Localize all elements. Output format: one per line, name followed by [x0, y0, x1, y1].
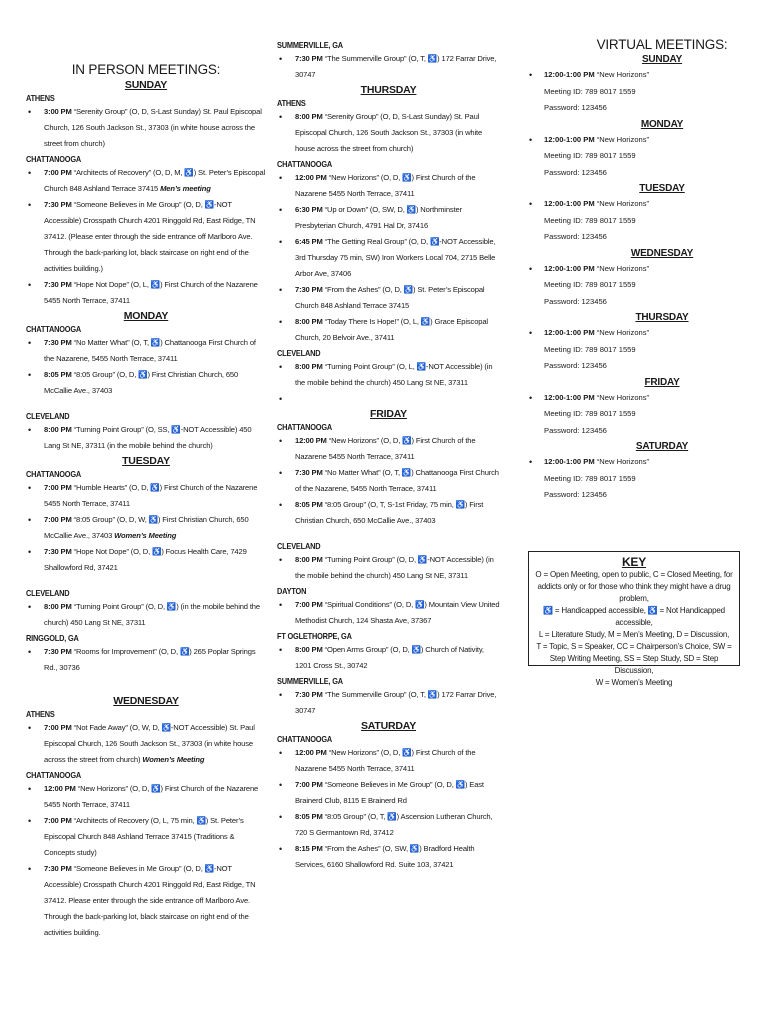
meeting-name: “New Horizons”: [594, 199, 650, 208]
meeting-time: 12:00-1:00 PM: [544, 70, 595, 79]
meeting-item: [277, 433, 500, 465]
meeting-time: 8:05 PM: [295, 500, 323, 509]
meeting-details: “Hope Not Dope” (O, L, ♿) First Church of the Nazarene 5455 North Terrace, 37411: [44, 280, 258, 305]
day-heading-thursday: THURSDAY: [360, 84, 417, 96]
meeting-password: Password: 123456: [544, 232, 607, 241]
meeting-details: “Turning Point Group” (O, D, ♿-NOT Accessible) (in the mobile behind the church) 450 Lang St NE, 37311: [295, 555, 494, 580]
key-line: L = Literature Study, M = Men’s Meeting, D = Discussion,: [538, 630, 730, 639]
meeting-time: 7:30 PM: [44, 547, 72, 556]
meeting-list: [277, 642, 500, 674]
meeting-time: 8:00 PM: [44, 602, 72, 611]
in-person-column-left: [26, 56, 266, 941]
meeting-details: “Serenity Group” (O, D, S-Last Sunday) St. Paul Episcopal Church, 126 South Jackson St., 37303 (in white house across the street from church): [295, 112, 483, 153]
meeting-details: “New Horizons” (O, D, ♿) First Church of the Nazarene 5455 North Terrace, 37411: [295, 173, 476, 198]
meeting-details: “Turning Point Group” (O, D, ♿) (in the mobile behind the church) 450 Lang St NE, 37311: [44, 602, 260, 627]
meeting-time: 7:00 PM: [44, 816, 72, 825]
meeting-time: 12:00 PM: [295, 173, 327, 182]
meeting-list: [277, 687, 500, 719]
meeting-time: 6:45 PM: [295, 237, 323, 246]
meeting-item: [26, 512, 266, 544]
meeting-list: [26, 644, 266, 676]
meeting-details: “Turning Point Group” (O, L, ♿-NOT Accessible) (in the mobile behind the church) 450 Lang St NE, 37311: [295, 362, 493, 387]
city-heading: CLEVELAND: [26, 412, 70, 421]
meeting-details: “Someone Believes in Me Group” (O, D, ♿-NOT Accessible) Crosspath Church 4201 Ringgold Rd, East Ridge, TN 37412. (Please enter through the side entrance off Marlboro Ave. Through the back-parking lot, black staircase on right end of the activities building.): [44, 200, 256, 273]
day-heading-friday: FRIDAY: [370, 408, 407, 420]
city-heading: ATHENS: [277, 99, 306, 108]
meeting-item: [277, 809, 500, 841]
meeting-item: [26, 720, 266, 768]
meeting-time: 7:30 PM: [44, 647, 72, 656]
virtual-day-heading: TUESDAY: [639, 183, 685, 194]
city-heading: CLEVELAND: [277, 349, 321, 358]
meeting-details: “No Matter What” (O, T, ♿) Chattanooga First Church of the Nazarene, 5455 North Terrace, 37411: [44, 338, 256, 363]
meeting-time: 7:30 PM: [295, 468, 323, 477]
meeting-item: [26, 644, 266, 676]
meeting-id: Meeting ID: 789 8017 1559: [544, 473, 636, 483]
virtual-title: VIRTUAL MEETINGS:: [596, 37, 728, 52]
meeting-item: [277, 170, 500, 202]
meeting-list: [26, 422, 266, 454]
meeting-name: “New Horizons”: [594, 263, 650, 273]
meeting-item: [26, 335, 266, 367]
virtual-meeting-item: [527, 390, 757, 440]
meeting-password: Password: 123456: [544, 490, 607, 499]
meeting-time: 7:00 PM: [295, 780, 323, 789]
meeting-item: [277, 51, 500, 83]
meeting-item: [277, 497, 500, 529]
meeting-time: 7:30 PM: [295, 54, 323, 63]
meeting-list: [26, 720, 266, 768]
meeting-details: “No Matter What” (O, T, ♿) Chattanooga First Church of the Nazarene, 5455 North Terrace, 37411: [295, 468, 499, 493]
meeting-name: “New Horizons”: [594, 134, 650, 144]
meeting-time: 7:30 PM: [44, 200, 72, 209]
meeting-list: [277, 170, 500, 346]
meeting-item: [277, 745, 500, 777]
day-heading-saturday: SATURDAY: [361, 720, 416, 732]
meeting-item: [26, 104, 266, 152]
meeting-time: 12:00-1:00 PM: [544, 328, 595, 337]
meeting-id: Meeting ID: 789 8017 1559: [544, 151, 636, 160]
virtual-day-heading: FRIDAY: [644, 376, 680, 388]
virtual-meeting-item: [527, 454, 757, 504]
meeting-details: “From the Ashes” (O, SW, ♿) Bradford Health Services, 6160 Shallowford Rd. Suite 103, 37421: [295, 844, 475, 869]
key-lines: [533, 569, 735, 689]
meeting-item: [26, 277, 266, 309]
virtual-meeting-item: [527, 132, 757, 182]
meeting-item: [277, 552, 500, 584]
meeting-details: “Serenity Group” (O, D, S-Last Sunday) St. Paul Episcopal Church, 126 South Jackson St., 37303 (in white house across the street from church): [44, 107, 262, 148]
key-line: T = Topic, S = Speaker, CC = Chairperson’s Choice, SW = Step Writing Meeting, SS = Step Study, SD = Step Discussion,: [536, 642, 732, 675]
meeting-item: [277, 109, 500, 157]
meeting-item: [26, 544, 266, 576]
meeting-item: [277, 597, 500, 629]
meeting-time: 12:00 PM: [295, 436, 327, 445]
virtual-meeting-item: [527, 67, 757, 117]
empty-list-item: [277, 391, 500, 407]
city-heading: CHATTANOOGA: [277, 160, 333, 169]
meeting-time: 3:00 PM: [44, 107, 72, 116]
virtual-column: [527, 31, 757, 506]
meeting-item: [277, 234, 500, 282]
meeting-item: [26, 165, 266, 197]
meeting-details: “The Getting Real Group” (O, D, ♿-NOT Accessible, 3rd Thursday 75 min, SW) Iron Workers Local 704, 2715 Belle Arbor Ave, 37406: [295, 237, 496, 278]
meeting-item: [26, 599, 266, 631]
meeting-details: “Open Arms Group” (O, D, ♿) Church of Nativity, 1201 Cross St., 30742: [295, 645, 484, 670]
meeting-item: [277, 202, 500, 234]
meeting-name: “New Horizons”: [594, 457, 650, 466]
in-person-column-middle: [277, 38, 500, 873]
city-heading: FT OGLETHORPE, GA: [277, 632, 352, 641]
day-heading-sunday: SUNDAY: [124, 79, 168, 91]
meeting-details: “Rooms for Improvement” (O, D, ♿) 265 Poplar Springs Rd., 30736: [44, 647, 256, 672]
meeting-details: “Someone Believes in Me Group” (O, D, ♿-NOT Accessible) Crosspath Church 4201 Ringgold Rd, East Ridge, TN 37412. Please enter through the side entrance off Marlboro Ave. Through the back-parking lot, black staircase on right end of the activities building.: [44, 864, 256, 937]
virtual-meeting-item: [527, 196, 757, 246]
meeting-id: Meeting ID: 789 8017 1559: [544, 409, 636, 418]
city-heading: CLEVELAND: [26, 589, 70, 598]
virtual-day-heading: WEDNESDAY: [630, 247, 694, 259]
meeting-id: Meeting ID: 789 8017 1559: [544, 86, 636, 96]
meeting-password: Password: 123456: [544, 103, 607, 112]
meeting-time: 7:30 PM: [44, 280, 72, 289]
meeting-details: “Not Fade Away” (O, W, D, ♿-NOT Accessible) St. Paul Episcopal Church, 126 South Jackson St., 37303 (in white house across the street from church): [44, 723, 255, 764]
meeting-list: [277, 552, 500, 584]
key-legend: [528, 551, 740, 687]
city-heading: SUMMERVILLE, GA: [277, 41, 343, 50]
meeting-item: [26, 367, 266, 399]
city-heading: CHATTANOOGA: [26, 470, 82, 479]
city-heading: ATHENS: [26, 94, 55, 103]
meeting-details: “8:05 Group” (O, T, S-1st Friday, 75 min, ♿) First Christian Church, 650 McCallie Ave., 37403: [295, 500, 484, 525]
meeting-name: “New Horizons”: [594, 392, 650, 402]
meeting-item: [277, 777, 500, 809]
meeting-password: Password: 123456: [544, 361, 607, 370]
meeting-list: [277, 745, 500, 873]
meeting-details: “Architects of Recovery (O, L, 75 min, ♿) St. Peter’s Episcopal Church 848 Ashland Terrace 37415 (Traditions & Concepts study): [44, 816, 244, 857]
in-person-title: IN PERSON MEETINGS:: [71, 62, 221, 77]
city-heading: RINGGOLD, GA: [26, 634, 79, 643]
meeting-details: “New Horizons” (O, D, ♿) First Church of the Nazarene 5455 North Terrace, 37411: [44, 784, 259, 809]
meeting-time: 8:05 PM: [44, 370, 72, 379]
meeting-time: 8:15 PM: [295, 844, 323, 853]
meeting-list: [26, 781, 266, 941]
virtual-day-heading: SUNDAY: [641, 54, 683, 65]
key-line: O = Open Meeting, open to public, C = Closed Meeting, for addicts only or for those who think they might have a drug problem,: [535, 570, 733, 603]
meeting-time: 7:00 PM: [44, 515, 72, 524]
meeting-id: Meeting ID: 789 8017 1559: [544, 215, 636, 225]
meeting-time: 12:00-1:00 PM: [544, 263, 595, 273]
key-line: ♿ = Handicapped accessible, ♿ = Not Handicapped accessible,: [543, 606, 725, 627]
virtual-meeting-item: [527, 325, 757, 375]
meeting-details: “New Horizons” (O, D, ♿) First Church of the Nazarene 5455 North Terrace, 37411: [295, 748, 476, 773]
meeting-special-label: Women’s Meeting: [114, 531, 177, 540]
meeting-item: [277, 314, 500, 346]
meeting-item: [277, 687, 500, 719]
meeting-id: Meeting ID: 789 8017 1559: [544, 344, 636, 354]
meeting-list: [26, 335, 266, 399]
meeting-details: “Turning Point Group” (O, SS, ♿-NOT Accessible) 450 Lang St NE, 37311 (in the mobile behind the church): [44, 425, 252, 450]
meeting-time: 7:30 PM: [44, 864, 72, 873]
virtual-meeting-item: [527, 261, 757, 311]
meeting-details: “Today There Is Hope!” (O, L, ♿) Grace Episcopal Church, 20 Belvoir Ave., 37411: [295, 317, 488, 342]
meeting-time: 12:00 PM: [295, 748, 327, 757]
meeting-item: [26, 781, 266, 813]
meeting-time: 12:00-1:00 PM: [544, 199, 595, 208]
meeting-item: [277, 359, 500, 391]
meeting-details: “8:05 Group” (O, D, ♿) First Christian Church, 650 McCallie Ave., 37403: [44, 370, 239, 395]
meeting-time: 8:05 PM: [295, 812, 323, 821]
meeting-item: [26, 197, 266, 277]
city-heading: CHATTANOOGA: [277, 735, 333, 744]
city-heading: CHATTANOOGA: [26, 155, 82, 164]
meeting-details: “From the Ashes” (O, D, ♿) St. Peter’s Episcopal Church 848 Ashland Terrace 37415: [295, 285, 485, 310]
meeting-details: “New Horizons” (O, D, ♿) First Church of the Nazarene 5455 North Terrace, 37411: [295, 436, 476, 461]
city-heading: ATHENS: [26, 710, 55, 719]
meeting-item: [26, 813, 266, 861]
meeting-time: 12:00-1:00 PM: [544, 134, 595, 144]
meeting-time: 7:00 PM: [44, 483, 72, 492]
virtual-meeting-list: [527, 54, 757, 504]
city-heading: CHATTANOOGA: [26, 771, 82, 780]
meeting-item: [26, 480, 266, 512]
meeting-time: 7:00 PM: [295, 600, 323, 609]
meeting-time: 8:00 PM: [295, 555, 323, 564]
city-heading: CLEVELAND: [277, 542, 321, 551]
meeting-time: 8:00 PM: [295, 362, 323, 371]
meeting-details: “8:05 Group” (O, T, ♿) Ascension Lutheran Church, 720 S Germantown Rd, 37412: [295, 812, 493, 837]
meeting-time: 7:00 PM: [44, 168, 72, 177]
city-heading: DAYTON: [277, 587, 307, 596]
meeting-name: “New Horizons”: [594, 70, 650, 79]
meeting-item: [277, 465, 500, 497]
meeting-details: “Someone Believes in Me Group” (O, D, ♿) East Brainerd Club, 8115 E Brainerd Rd: [295, 780, 484, 805]
meeting-list: [26, 480, 266, 576]
city-heading: SUMMERVILLE, GA: [277, 677, 343, 686]
meeting-time: 8:00 PM: [295, 112, 323, 121]
meeting-time: 7:30 PM: [44, 338, 72, 347]
meeting-details: “8:05 Group” (O, D, W, ♿) First Christian Church, 650 McCallie Ave., 37403: [44, 515, 249, 540]
key-line: W = Women’s Meeting: [595, 678, 673, 687]
meeting-item: [277, 841, 500, 873]
meeting-list: [26, 165, 266, 309]
meeting-details: “Architects of Recovery” (O, D, M, ♿) St. Peter’s Episcopal Church 848 Ashland Terrace 37415: [44, 168, 266, 193]
meeting-details: “Humble Hearts” (O, D, ♿) First Church of the Nazarene 5455 North Terrace, 37411: [44, 483, 258, 508]
meeting-item: [26, 861, 266, 941]
meeting-details: “The Summerville Group” (O, T, ♿) 172 Farrar Drive, 30747: [295, 690, 497, 715]
meeting-time: 12:00 PM: [44, 784, 76, 793]
meeting-time: 7:30 PM: [295, 690, 323, 699]
key-title: KEY: [621, 555, 647, 569]
day-heading-wednesday: WEDNESDAY: [113, 695, 179, 707]
virtual-day-heading: MONDAY: [640, 118, 684, 130]
meeting-password: Password: 123456: [544, 296, 607, 306]
city-heading: CHATTANOOGA: [277, 423, 333, 432]
meeting-details: “The Summerville Group” (O, T, ♿) 172 Farrar Drive, 30747: [295, 54, 497, 79]
meeting-list: [277, 597, 500, 629]
meeting-list: [277, 359, 500, 391]
meeting-special-label: Women’s Meeting: [142, 755, 205, 764]
meeting-details: “Spiritual Conditions” (O, D, ♿) Mountain View United Methodist Church, 124 Shasta Ave, 37367: [295, 600, 500, 625]
meeting-time: 7:00 PM: [44, 723, 72, 732]
meeting-id: Meeting ID: 789 8017 1559: [544, 280, 636, 289]
meeting-list: [277, 433, 500, 529]
meeting-details: “Up or Down” (O, SW, D, ♿) Northminster Presbyterian Church, 4791 Hal Dr, 37416: [295, 205, 462, 230]
meeting-time: 8:00 PM: [295, 645, 323, 654]
meeting-password: Password: 123456: [544, 167, 607, 177]
meeting-time: 8:00 PM: [295, 317, 323, 326]
meeting-list: [277, 109, 500, 157]
meeting-item: [277, 282, 500, 314]
meeting-item: [277, 642, 500, 674]
meeting-time: 6:30 PM: [295, 205, 323, 214]
virtual-day-heading: SATURDAY: [635, 441, 689, 452]
meeting-item: [26, 422, 266, 454]
day-heading-monday: MONDAY: [123, 310, 169, 322]
meeting-special-label: Men’s meeting: [160, 184, 211, 193]
meeting-time: 7:30 PM: [295, 285, 323, 294]
meeting-time: 12:00-1:00 PM: [544, 457, 595, 466]
virtual-day-heading: THURSDAY: [635, 312, 689, 323]
city-heading: CHATTANOOGA: [26, 325, 82, 334]
meeting-time: 12:00-1:00 PM: [544, 392, 595, 402]
meeting-password: Password: 123456: [544, 425, 607, 435]
meeting-time: 8:00 PM: [44, 425, 72, 434]
meeting-list: [26, 104, 266, 152]
meeting-name: “New Horizons”: [594, 328, 650, 337]
day-heading-tuesday: TUESDAY: [122, 455, 170, 467]
meeting-list: [26, 599, 266, 631]
meeting-list: [277, 51, 500, 83]
meeting-details: “Hope Not Dope” (O, D, ♿) Focus Health Care, 7429 Shallowford Rd, 37421: [44, 547, 247, 572]
